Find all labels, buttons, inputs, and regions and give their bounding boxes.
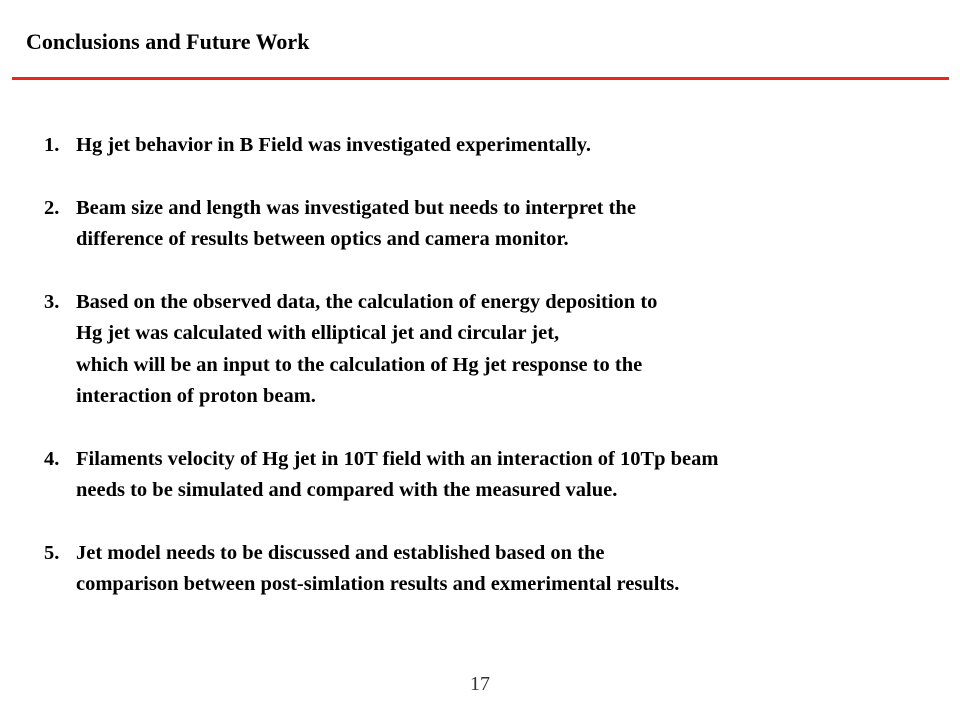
item-line — [44, 444, 718, 476]
item-number: 3. — [44, 290, 60, 313]
conclusion-item-4 — [44, 444, 718, 507]
title-divider — [12, 77, 949, 80]
item-number: 4. — [44, 447, 60, 470]
item-number: 5. — [44, 541, 60, 564]
item-text-continued: Hg jet was calculated with elliptical jet and circular jet, — [76, 322, 560, 344]
item-text: Hg jet behavior in B Field was investigated experimentally. — [76, 134, 591, 156]
conclusion-item-3 — [44, 287, 718, 413]
conclusion-item-1 — [44, 130, 718, 162]
page-number: 17 — [470, 673, 490, 695]
item-text-continued: needs to be simulated and compared with the measured value. — [76, 479, 618, 501]
item-line — [44, 130, 718, 162]
item-text-continued: difference of results between optics and camera monitor. — [76, 228, 569, 250]
conclusions-list — [44, 130, 718, 601]
conclusion-item-5 — [44, 538, 718, 601]
item-text-continued: which will be an input to the calculation of Hg jet response to the — [76, 353, 643, 376]
item-text-continued: comparison between post-simlation results and exmerimental results. — [76, 573, 680, 595]
item-text: Jet model needs to be discussed and established based on the — [76, 541, 605, 564]
item-line — [44, 287, 718, 319]
item-line — [44, 193, 718, 225]
slide-title: Conclusions and Future Work — [26, 29, 310, 54]
item-number: 1. — [44, 134, 60, 156]
item-text: Based on the observed data, the calculation of energy deposition to — [76, 290, 658, 313]
item-line — [44, 538, 718, 570]
conclusion-item-2 — [44, 193, 718, 256]
item-text: Filaments velocity of Hg jet in 10T field with an interaction of 10Tp beam — [76, 447, 719, 470]
item-text-continued: interaction of proton beam. — [76, 385, 316, 407]
item-number: 2. — [44, 196, 60, 219]
item-text: Beam size and length was investigated but needs to interpret the — [76, 196, 636, 219]
